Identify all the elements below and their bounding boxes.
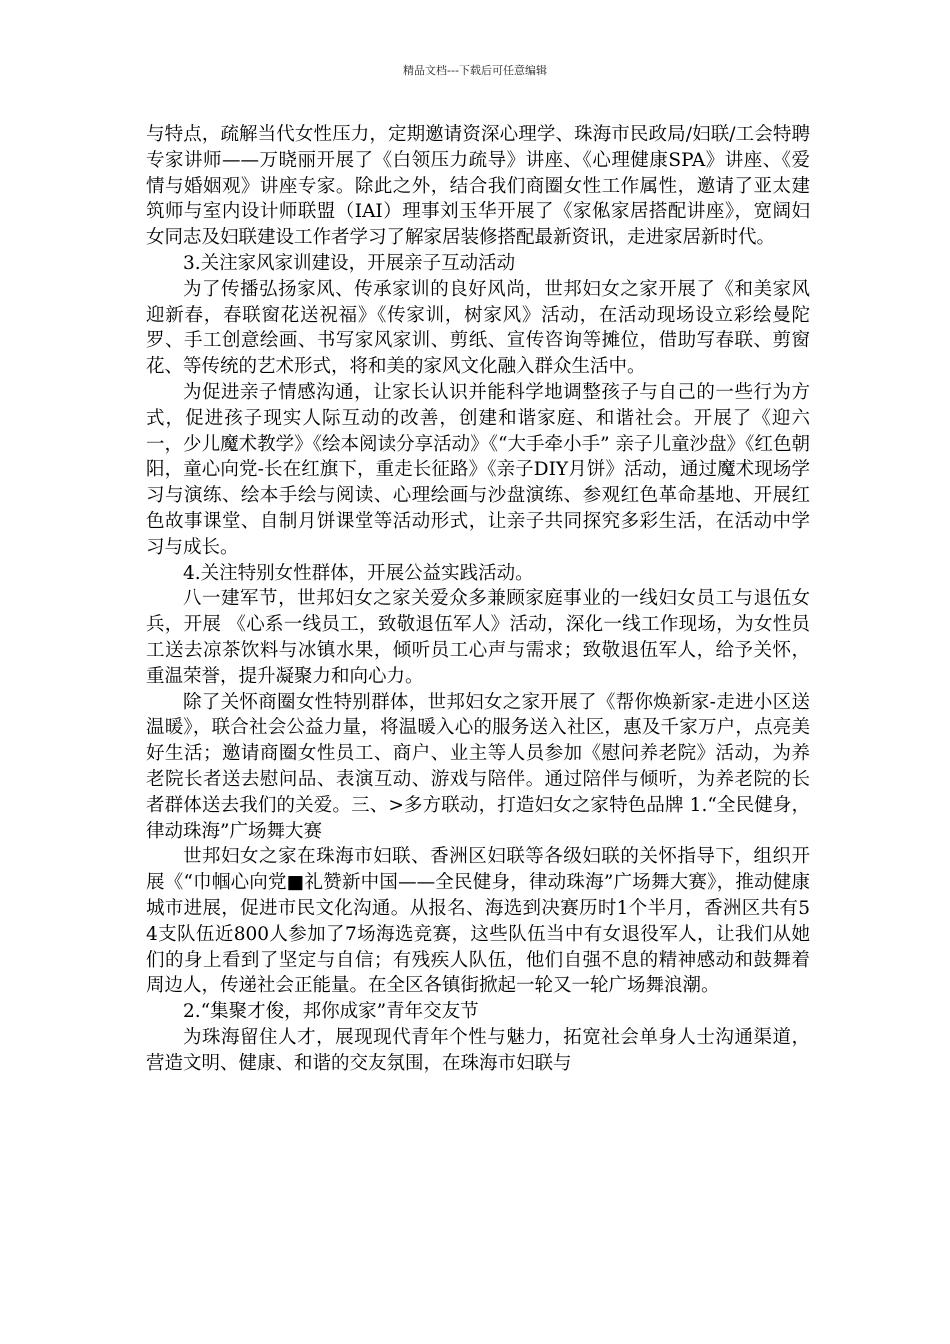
- document-body: [146, 122, 810, 1076]
- paragraph-youth-festival: 为珠海留住人才，展现现代青年个性与魅力，拓宽社会单身人士沟通渠道，营造文明、健康、和谐的交友氛围，在珠海市妇联与: [146, 1026, 810, 1074]
- paragraph-parent-child: 为促进亲子情感沟通，让家长认识并能科学地调整孩子与自己的一些行为方式，促进孩子现实人际互动的改善，创建和谐家庭、和谐社会。开展了《迎六一，少儿魔术教学》《绘本阅读分享活动》《“大手牵小手” 亲子儿童沙盘》《红色朝阳，童心向党-长在红旗下，重走长征路》《亲子DIY月饼》活动，通过魔术现场学习与演练、绘本手绘与阅读、心理绘画与沙盘演练、参观红色革命基地、开展红色故事课堂、自制月饼课堂等活动形式，让亲子共同探究多彩生活，在活动中学习与成长。: [146, 381, 810, 558]
- paragraph-community-care: 除了关怀商圈女性特别群体，世邦妇女之家开展了《帮你焕新家-走进小区送温暖》，联合社会公益力量，将温暖入心的服务送入社区，惠及千家万户，点亮美好生活；邀请商圈女性员工、商户、业主等人员参加《慰问养老院》活动，为养老院长者送去慰问品、表演互动、游戏与陪伴。通过陪伴与倾听，为养老院的长者群体送去我们的关爱。三、>多方联动，打造妇女之家特色品牌 1.“全民健身，律动珠海”广场舞大赛: [146, 691, 810, 842]
- paragraph-square-dance: 世邦妇女之家在珠海市妇联、香洲区妇联等各级妇联的关怀指导下，组织开展《“巾帼心向党■礼赞新中国——全民健身，律动珠海”广场舞大赛》，推动健康城市进展，促进市民文化沟通。从报名、海选到决赛历时1个半月，香洲区共有54支队伍近800人参加了7场海选竞赛，这些队伍当中有女退役军人，让我们从她们的身上看到了坚定与自信；有残疾人队伍，他们自强不息的精神感动和鼓舞着周边人，传递社会正能量。在全区各镇街掀起一轮又一轮广场舞浪潮。: [146, 846, 810, 997]
- paragraph-family-tradition: 为了传播弘扬家风、传承家训的良好风尚，世邦妇女之家开展了《和美家风迎新春，春联窗花送祝福》《传家训，树家风》活动，在活动现场设立彩绘曼陀罗、手工创意绘画、书写家风家训、剪纸、宣传咨询等摊位，借助写春联、剪窗花、等传统的艺术形式，将和美的家风文化融入群众生活中。: [146, 278, 810, 378]
- paragraph-army-day: 八一建军节，世邦妇女之家关爱众多兼顾家庭事业的一线妇女员工与退伍女兵，开展 《心系一线员工，致敬退伍军人》活动，深化一线工作现场，为女性员工送去凉茶饮料与冰镇水果，倾听员工心声与需求；致敬退伍军人，给予关怀，重温荣誉，提升凝聚力和向心力。: [146, 588, 810, 687]
- section-heading-family-tradition: 3.关注家风家训建设，开展亲子互动活动: [183, 252, 516, 274]
- page-header: 精品文档---下载后可任意编辑: [403, 64, 547, 77]
- section-heading-special-groups: 4.关注特别女性群体，开展公益实践活动。: [183, 562, 534, 584]
- paragraph-lecture-series: 与特点，疏解当代女性压力，定期邀请资深心理学、珠海市民政局/妇联/工会特聘专家讲师——万晓丽开展了《白领压力疏导》讲座、《心理健康SPA》讲座、《爱情与婚姻观》讲座专家。除此之外，结合我们商圈女性工作属性，邀请了亚太建筑师与室内设计师联盟（IAI）理事刘玉华开展了《家俬家居搭配讲座》，宽阔妇女同志及妇联建设工作者学习了解家居装修搭配最新资讯，走进家居新时代。: [146, 124, 810, 249]
- section-heading-youth-festival: 2.“集聚才俊，邦你成家”青年交友节: [183, 1001, 479, 1023]
